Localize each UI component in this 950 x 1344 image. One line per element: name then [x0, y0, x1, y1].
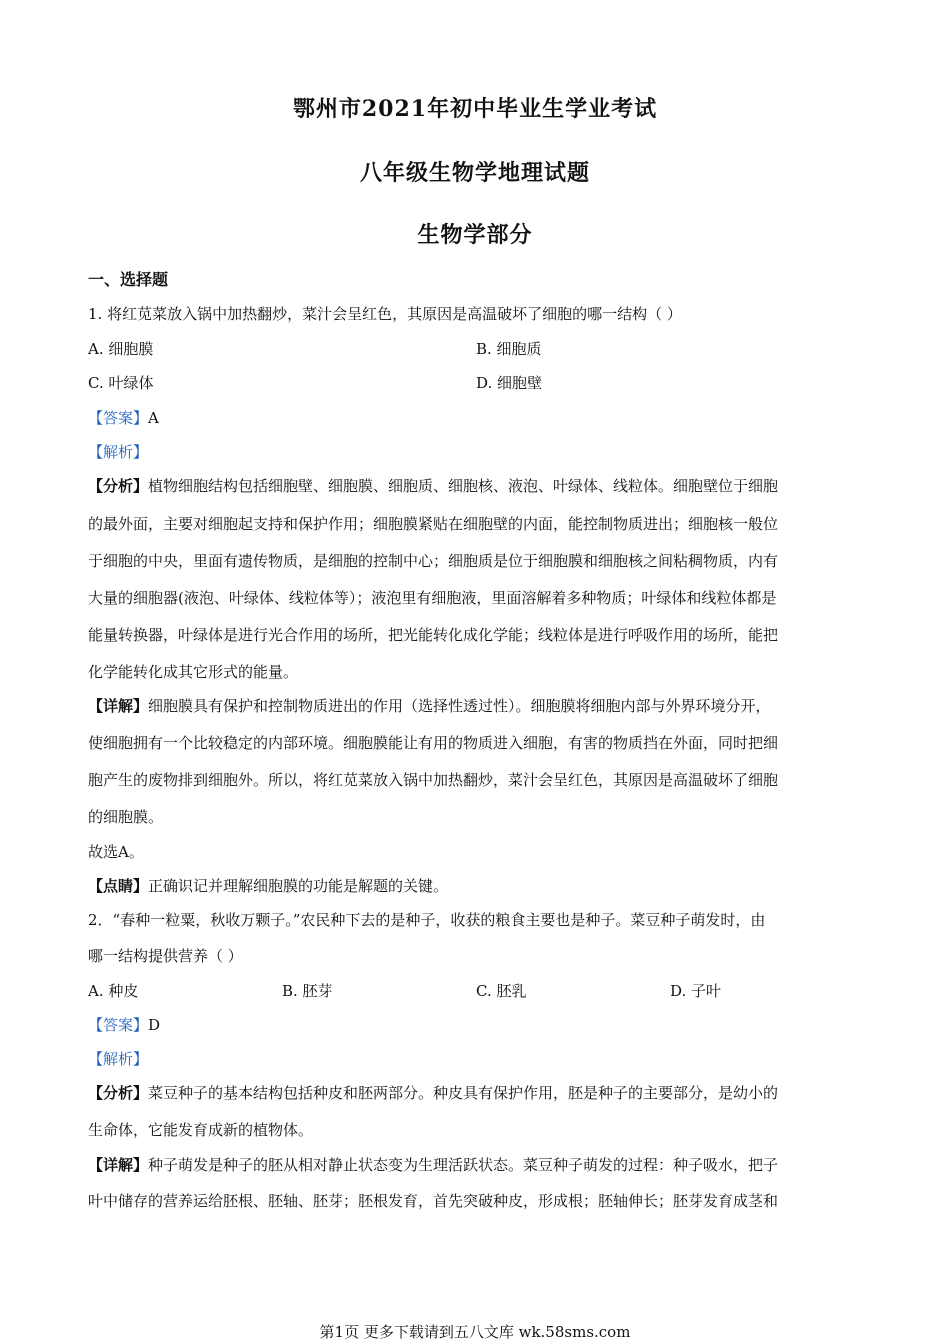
q2-fenxi-line: 生命体，它能发育成新的植物体。	[88, 1121, 314, 1139]
q2-analysis-tag: 【解析】	[88, 1050, 149, 1068]
answer-tag: 【答案】	[88, 409, 149, 427]
q1-dianjing	[88, 876, 863, 896]
q1-fenxi-line: 大量的细胞器(液泡、叶绿体、线粒体等）；液泡里有细胞液，里面溶解着多种物质；叶绿体和线粒体都是	[88, 589, 777, 607]
exam-subtitle: 八年级生物学地理试题	[359, 160, 590, 186]
q1-analysis-tag: 【解析】	[88, 443, 149, 461]
answer-value: A	[148, 409, 159, 427]
fenxi-text: 植物细胞结构包括细胞壁、细胞膜、细胞质、细胞核、液泡、叶绿体、线粒体。细胞壁位于细胞	[148, 477, 779, 495]
q1-xiangjie-line: 的细胞膜。	[88, 808, 164, 826]
q1-xiangjie-line	[88, 696, 863, 716]
exam-title: 鄂州市2021年初中毕业生学业考试	[292, 96, 658, 122]
fenxi-tag: 【分析】	[88, 1084, 149, 1102]
answer-value: D	[148, 1016, 161, 1034]
q1-fenxi-line	[88, 476, 863, 496]
section-heading: 一、选择题	[88, 270, 169, 289]
q1-answer	[88, 408, 863, 428]
q2-stem-line: 哪一结构提供营养（ ）	[88, 947, 243, 965]
q1-stem: 1. 将红苋菜放入锅中加热翻炒，菜汁会呈红色，其原因是高温破坏了细胞的哪一结构（ ）	[88, 305, 682, 323]
section-title: 生物学部分	[417, 222, 533, 248]
q2-fenxi-line	[88, 1083, 863, 1103]
q1-fenxi-line: 于细胞的中央，里面有遗传物质，是细胞的控制中心；细胞质是位于细胞膜和细胞核之间粘稠物质，内有	[88, 552, 779, 570]
q2-xiangjie-line: 叶中储存的营养运给胚根、胚轴、胚芽；胚根发育，首先突破种皮，形成根；胚轴伸长；胚芽发育成茎和	[88, 1192, 779, 1210]
xiangjie-tag: 【详解】	[88, 697, 149, 715]
q2-option-c: C. 胚乳	[476, 982, 527, 1000]
fenxi-tag: 【分析】	[88, 477, 149, 495]
q1-option-b: B. 细胞质	[476, 340, 542, 358]
fenxi-text: 菜豆种子的基本结构包括种皮和胚两部分。种皮具有保护作用，胚是种子的主要部分，是幼小的	[148, 1084, 779, 1102]
q1-choice: 故选A。	[88, 843, 144, 861]
q1-fenxi-line: 化学能转化成其它形式的能量。	[88, 663, 299, 681]
q2-option-a: A. 种皮	[88, 982, 139, 1000]
q1-option-a: A. 细胞膜	[88, 340, 154, 358]
q2-stem-line: 2．“春种一粒粟，秋收万颗子。”农民种下去的是种子，收获的粮食主要也是种子。菜豆种子萌发时，由	[88, 911, 766, 929]
xiangjie-text: 种子萌发是种子的胚从相对静止状态变为生理活跃状态。菜豆种子萌发的过程：种子吸水，把子	[148, 1156, 779, 1174]
q1-xiangjie-line: 胞产生的废物排到细胞外。所以，将红苋菜放入锅中加热翻炒，菜汁会呈红色，其原因是高温破坏了细胞	[88, 771, 779, 789]
q1-option-c: C. 叶绿体	[88, 374, 154, 392]
q2-option-b: B. 胚芽	[282, 982, 333, 1000]
q2-option-d: D. 子叶	[670, 982, 722, 1000]
answer-tag: 【答案】	[88, 1016, 149, 1034]
dianjing-text: 正确识记并理解细胞膜的功能是解题的关键。	[148, 877, 449, 895]
dianjing-tag: 【点睛】	[88, 877, 149, 895]
q2-answer	[88, 1015, 863, 1035]
xiangjie-tag: 【详解】	[88, 1156, 149, 1174]
page-footer: 第1页 更多下载请到五八文库 wk.58sms.com	[319, 1323, 631, 1341]
xiangjie-text: 细胞膜具有保护和控制物质进出的作用（选择性透过性）。细胞膜将细胞内部与外界环境分开，	[148, 697, 771, 715]
q1-fenxi-line: 能量转换器，叶绿体是进行光合作用的场所，把光能转化成化学能；线粒体是进行呼吸作用的场所，能把	[88, 626, 779, 644]
q1-xiangjie-line: 使细胞拥有一个比较稳定的内部环境。细胞膜能让有用的物质进入细胞，有害的物质挡在外面，同时把细	[88, 734, 779, 752]
q1-fenxi-line: 的最外面，主要对细胞起支持和保护作用；细胞膜紧贴在细胞壁的内面，能控制物质进出；细胞核一般位	[88, 515, 779, 533]
q2-xiangjie-line	[88, 1155, 863, 1175]
q1-option-d: D. 细胞壁	[476, 374, 543, 392]
